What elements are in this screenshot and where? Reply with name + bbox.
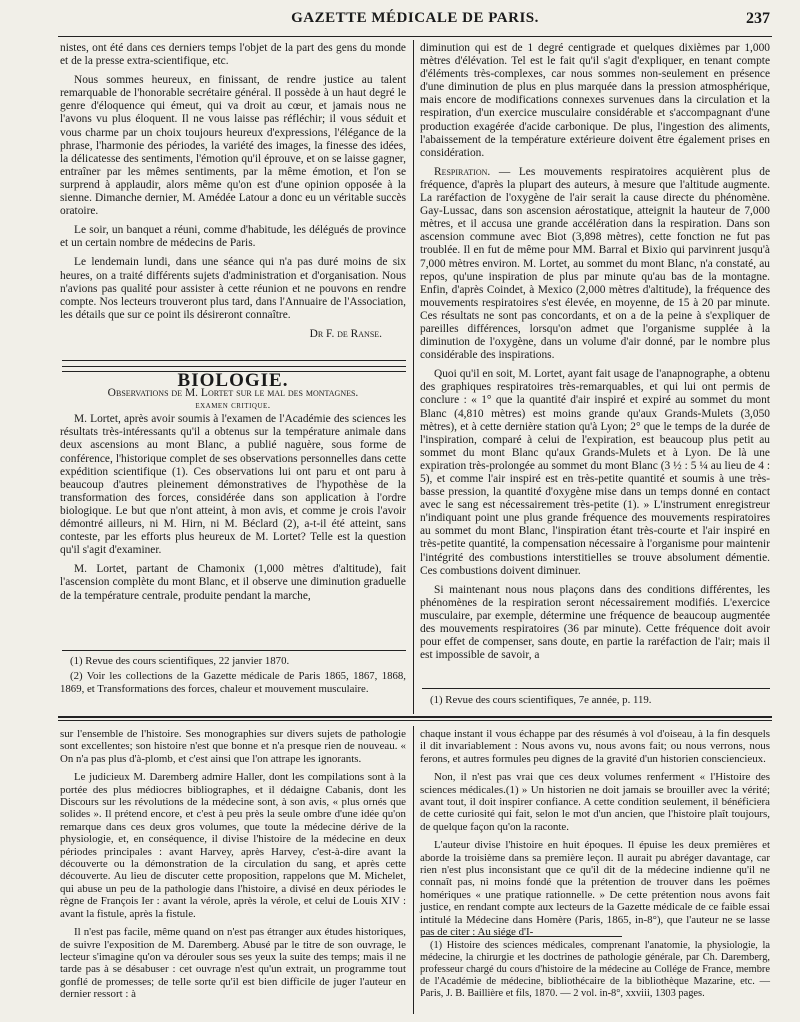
paragraph: Le lendemain lundi, dans une séance qui n'a pas duré moins de six heures, on a traité différents sujets d'administration et d'organisation. Nous n'avions pas qualité pour assister à cette réunion et ne pouvons en rendre compte. Nos lecteurs trouveront plus tard, dans l'Annuaire de l'Association, les détails que sur ce point ils désireront connaître. xyxy=(60,256,406,321)
paragraph: Le judicieux M. Daremberg admire Haller, dont les compilations sont à la portée des plus médiocres bibliographes, et il dédaigne Cabanis, dont les Discours sur les révolutions de la médecine sont, à son avis, « plus ornés que solides ». Il prétend encore, et c'est à peu près la seule ombre d'une idée qu'on remarque dans ces deux gros volumes, que toute la médecine dérive de la physiologie, et, en conséquence, il divise l'histoire de la médecine en deux périodes principales : avant Harvey, après Harvey, c'est-à-dire avant la découverte ou la démonstration de la circulation du sang, et après cette découverte. Au lieu de discuter cette proposition, rappelons que M. Michelet, qui abuse un peu de la pathologie dans l'histoire, a divisé en deux périodes le règne de François Ier : avant la vérole, après la vérole, et celui de Louis XIV : avant la fistule, après la fistule. xyxy=(60,771,406,920)
upper-left-footnotes xyxy=(60,655,406,698)
upper-right-column xyxy=(420,42,770,662)
lower-right-footnotes xyxy=(420,940,770,1002)
footnote: (2) Voir les collections de la Gazette médicale de Paris 1865, 1867, 1868, 1869, et Transformations des forces, chaleur et mouvement musculaire. xyxy=(60,670,406,695)
article-subtitle: examen critique. xyxy=(195,401,271,412)
lower-column-divider xyxy=(413,726,414,1014)
paragraph: — Les mouvements respiratoires acquièrent plus de fréquence, d'après la plupart des auteurs, à mesure que l'altitude augmente. La raréfaction de l'oxygène de l'air serait la cause directe du phénomène. Gay-Lussac, dans son ascension aérostatique, atteignit la hauteur de 7,000 mètres, et il accusa une grande accélération dans la respiration. Dans son ascension commune avec Biot (3,898 mètres), cette fonction ne fut pas troublée. Il en fut de même pour MM. Barral et Bixio qui parvinrent jusqu'à 7,000 mètres environ. M. Lortet, au sommet du mont Blanc, n'a constaté, au repos, qu'une inspiration de plus par minute qu'au bas de la montagne. Enfin, d'après Coindet, à Mexico (2,000 mètres d'altitude), la fréquence des mouvements respiratoires s'est élevée, en moyenne, de 15 à 20 par minute. Ces résultats ne sont pas concordants, et on a de la peine à s'expliquer de pareilles différences, lorsqu'on admet que l'organisme supplée à la diminution de l'oxygène, dans un volume d'air donné, par le nombre plus considérable des inspirations. xyxy=(420,165,770,362)
paragraph: M. Lortet, après avoir soumis à l'examen de l'Académie des sciences les résultats très-intéressants qu'il a obtenus sur la température animale dans deux ascensions au mont Blanc, a publié naguère, sous forme de conférence, l'historique complet de ses observations personnelles dans cette expédition scientifique (1). Ces observations lui ont paru et ont paru à beaucoup d'autres pleinement démonstratives de l'hypothèse de la transformation des forces, considérée dans son application à l'ordre biologique. Le but que n'ont atteint, à mon avis, et comme je crois l'avoir démontré ailleurs, ni M. Hirn, ni M. Béclard (2), a-t-il été atteint, sans conteste, par les efforts plus heureux de M. Lortet? Telle est la question qu'il s'agit d'examiner. xyxy=(60,413,406,557)
paragraph-lead: Respiration. xyxy=(434,165,491,178)
paragraph: nistes, ont été dans ces derniers temps l'objet de la part des gens du monde et de la presse extra-scientifique, etc. xyxy=(60,42,406,68)
footnote-rule xyxy=(422,688,770,689)
footnote: (1) Revue des cours scientifiques, 7e année, p. 119. xyxy=(430,694,652,706)
footnote-rule xyxy=(422,936,622,937)
upper-column-divider xyxy=(413,40,414,714)
paragraph: diminution qui est de 1 degré centigrade et quelques dixièmes par 1,000 mètres d'élévation. Tel est le fait qu'il s'agit d'expliquer, en tenant compte d'éléments très-complexes, car nous sommes non-seulement en présence d'une diminution de plus en plus marquée dans la pression atmosphérique, mais encore de modifications connexes survenues dans la circulation et la respiration, d'un exercice musculaire considérable et s'accompagnant d'une production exagérée d'acide carbonique. De plus, l'ingestion des aliments, l'abaissement de la température extérieure doivent être également prises en considération. xyxy=(420,42,770,159)
upper-right-footnotes xyxy=(420,694,770,709)
paragraph: chaque instant il vous échappe par des résumés à vol d'oiseau, à la fin desquels il dit invariablement : Nous avons vu, nous avons fait; ou nous verrons, nous ferons, et autres formules peu dignes de la gravité d'un historien consciencieux. xyxy=(420,728,770,765)
lower-left-column xyxy=(60,728,406,1001)
footnote: (1) Histoire des sciences médicales, comprenant l'anatomie, la physiologie, la médecine, la chirurgie et les doctrines de pathologie générale, par Ch. Daremberg, professeur chargé du cours d'histoire de la médecine au Collége de France, membre de l'Académie de médecine, bibliothécaire de la bibliothèque Mazarine, etc. — Paris, J. B. Baillière et fils, 1870. — 2 vol. in-8°, xxviii, 1303 pages. xyxy=(420,940,770,999)
paragraph: Si maintenant nous nous plaçons dans des conditions différentes, les phénomènes de la respiration seront nécessairement modifiés. L'exercice musculaire, par exemple, détermine une fréquence de beaucoup augmentée des mouvements respiratoires (36 par minute). Cette fréquence doit avoir pour effet de compenser, sans doute, en partie la raréfaction de l'air; mais il est impossible de savoir, a xyxy=(420,583,770,662)
feuilleton-rule-inner xyxy=(58,720,772,721)
page-number: 237 xyxy=(746,10,770,27)
lower-right-column xyxy=(420,728,770,939)
paragraph: Non, il n'est pas vrai que ces deux volumes renferment « l'Histoire des sciences médicales.(1) » Un historien ne doit jamais se brouiller avec la vérité; avant tout, il doit inspirer confiance. A cette condition seulement, il bénéficiera de cette curiosité qui fait, selon le mot d'un ancien, que l'histoire plaît toujours, de quelque façon qu'on la raconte. xyxy=(420,771,770,833)
paragraph: L'auteur divise l'histoire en huit époques. Il épuise les deux premières et aborde la troisième dans sa première leçon. Il aurait pu abréger davantage, car rien n'est plus inconsistant que ce qu'il dit de la médecine indienne qu'il ne connaît pas, ni moins fondé que la prétention de trouver dans les poëmes homériques « une pratique rationnelle. » De cette prétention nous avons fait justice, en rendant compte aux lecteurs de la Gazette médicale de ce faible essai intitulé la Médecine dans Homère (Paris, 1865, in-8°), que l'auteur ne se lasse pas de citer : Au siége d'I- xyxy=(420,839,770,939)
feuilleton-rule xyxy=(58,716,772,718)
footnote-rule xyxy=(62,650,406,651)
page-header xyxy=(60,10,770,34)
paragraph: Le soir, un banquet a réuni, comme d'habitude, les délégués de province et un certain nombre de médecins de Paris. xyxy=(60,224,406,250)
article-title: Observations de M. Lortet sur le mal des montagnes. xyxy=(107,387,359,400)
upper-left-column xyxy=(60,42,406,341)
running-title: GAZETTE MÉDICALE DE PARIS. xyxy=(291,10,539,26)
paragraph: M. Lortet, partant de Chamonix (1,000 mètres d'altitude), fait l'ascension complète du mont Blanc, et il observe une diminution graduelle de la température centrale, produite pendant la marche, xyxy=(60,563,406,602)
section-rule-top xyxy=(62,360,406,361)
paragraph: Quoi qu'il en soit, M. Lortet, ayant fait usage de l'anapnographe, a obtenu des graphiques respiratoires très-remarquables, et qui lui ont permis de conclure : « 1° que la quantité d'air inspiré et expiré au sommet du mont Blanc (4,810 mètres) est moins grande qu'aux Grands-Mulets (3,050 mètres), et à cette dernière station qu'à Lyon; 2° que le temps de la durée de l'inspiration, comparé à celui de l'expiration, est beaucoup plus petit au sommet du mont Blanc qu'aux Grands-Mulets et à Lyon. De là une expiration très-prolongée au sommet du mont Blanc (3 ½ : 5 ¼ au lieu de 4 : 5), et comme l'air inspiré est en très-petite quantité et soumis à une très-basse pression, la quantité d'oxygène mise dans un temps donné en contact avec le sang est nécessairement très-petite (1). » L'instrument enregistreur n'indiquant point une plus grande fréquence des mouvements respiratoires au sommet du mont Blanc, l'inspiration étant très-courte et l'air inspiré en très-petite quantité, la compensation nécessaire à l'organisme pour maintenir l'intégrité des combustions interstitielles se trouve absolument démentie. Ces combustions doivent diminuer. xyxy=(420,368,770,577)
paragraph: Nous sommes heureux, en finissant, de rendre justice au talent remarquable de l'honorable secrétaire général. Il possède à un haut degré le genre d'éloquence qui émeut, qui va droit au cœur, et jamais nous ne l'avons vu plus éloquent. Il ne vous laisse pas réfléchir; il vous séduit et vous charme par un choix toujours heureux d'expressions, l'élégance de la phrase, l'harmonie des périodes, la variété des images, la finesse des idées, la délicatesse des sentiments, l'émotion qu'il éprouve, et on se laisse gagner, entraîner par les mêmes sentiments, par la même émotion, et l'on se surprend à applaudir, alors même qu'on est d'une opinion opposée à la sienne. Dimanche dernier, M. Amédée Latour a donc eu un véritable succès oratoire. xyxy=(60,74,406,218)
section-title: BIOLOGIE. xyxy=(177,370,289,391)
footnote: (1) Revue des cours scientifiques, 22 janvier 1870. xyxy=(70,655,290,667)
paragraph: Il n'est pas facile, même quand on n'est pas étranger aux études historiques, de suivre l'exposition de M. Daremberg. Abusé par le titre de son ouvrage, le lecteur s'imagine qu'on va dérouler sous ses yeux la suite des temps; mais il ne tarde pas à se désabuser : cet ouvrage n'est qu'un extrait, un programme tout gonflé de promesses; de telle sorte qu'il est bien difficile de juger l'auteur en dernier ressort : à xyxy=(60,926,406,1001)
signature: Dr F. de Ranse. xyxy=(309,327,382,340)
header-rule xyxy=(58,36,772,37)
biologie-article xyxy=(60,370,406,603)
paragraph: sur l'ensemble de l'histoire. Ses monographies sur divers sujets de pathologie sont excellentes; son histoire n'est que bonne et n'a presque rien de nouveau. « On n'a pas plus d'à-plomb, et c'est ainsi que l'on attrape les ignorants. xyxy=(60,728,406,765)
